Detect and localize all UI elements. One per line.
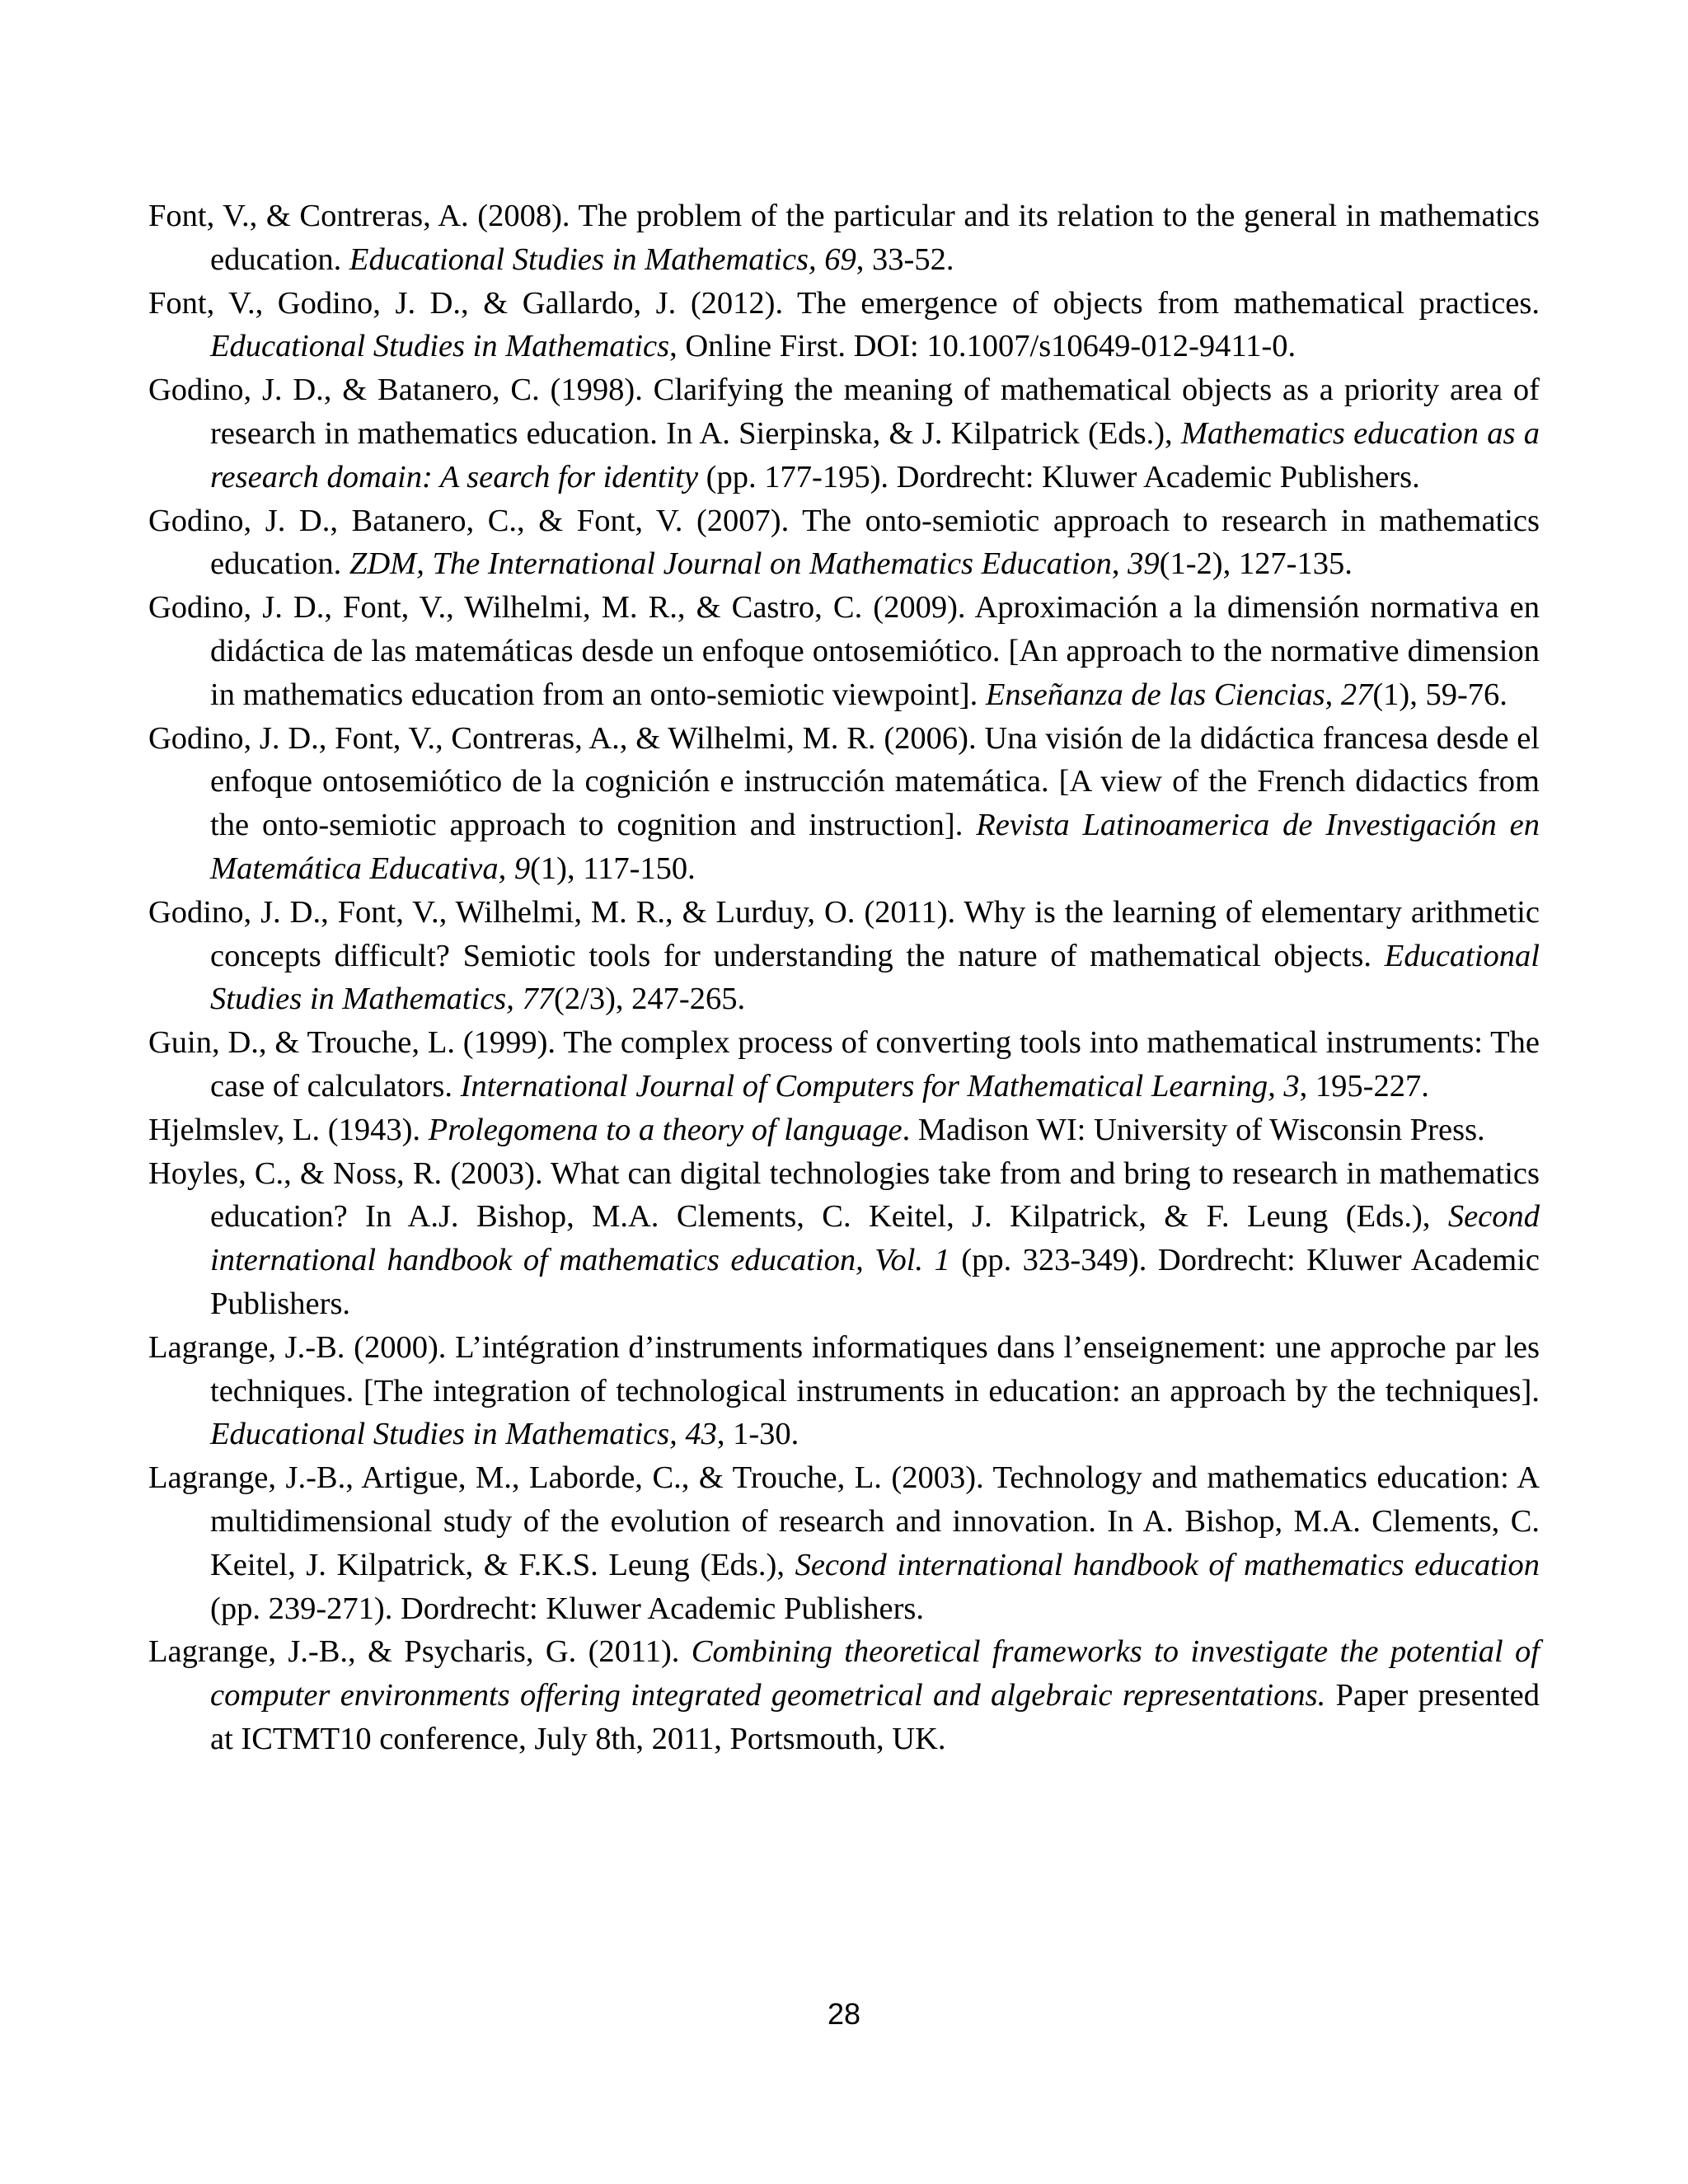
reference-text: (pp. 177-195). Dordrecht: Kluwer Academic Publishers. xyxy=(698,459,1420,494)
reference-entry xyxy=(148,194,1540,282)
reference-entry xyxy=(148,1021,1540,1108)
reference-text: Hjelmslev, L. (1943). xyxy=(148,1112,429,1147)
reference-italic-text: Educational Studies in Mathematics, 77 xyxy=(210,938,1540,1017)
reference-text: Godino, J. D., Font, V., Contreras, A., & Wilhelmi, M. R. (2006). Una visión de la didáctica francesa desde el enfoque ontosemiótico de la cognición e instrucción matemática. [A view of the French didactics from the onto-semiotic approach to cognition and instruction]. xyxy=(148,720,1540,843)
reference-text: (1), 59-76. xyxy=(1372,677,1507,712)
reference-italic-text: Second international handbook of mathematics education, Vol. 1 xyxy=(210,1199,1540,1278)
reference-text: , xyxy=(1111,546,1128,582)
reference-entry xyxy=(148,586,1540,716)
reference-italic-text: Educational Studies in Mathematics, 69 xyxy=(349,241,856,277)
reference-text: Lagrange, J.-B., Artigue, M., Laborde, C., & Trouche, L. (2003). Technology and mathematics education: A multidimensional study of the evolution of research and innovation. In A. Bishop, M.A. Clements, C. Keitel, J. Kilpatrick, & F.K.S. Leung (Eds.), xyxy=(148,1460,1540,1582)
reference-text: , 195-227. xyxy=(1299,1068,1429,1104)
reference-entry xyxy=(148,717,1540,891)
reference-text: Godino, J. D., & Batanero, C. (1998). Clarifying the meaning of mathematical objects as a priority area of research in mathematics education. In A. Sierpinska, & J. Kilpatrick (Eds.), xyxy=(148,373,1540,451)
reference-italic-text: Educational Studies in Mathematics xyxy=(210,329,670,364)
reference-entry xyxy=(148,1326,1540,1456)
reference-list xyxy=(148,194,1540,1761)
reference-text: Godino, J. D., Font, V., Wilhelmi, M. R., & Castro, C. (2009). Aproximación a la dimensión normativa en didáctica de las matemáticas desde un enfoque ontosemiótico. [An approach to the normative dimension in mathematics education from an onto-semiotic viewpoint]. xyxy=(148,590,1540,712)
reference-text: , 33-52. xyxy=(856,241,954,277)
reference-italic-text: Prolegomena to a theory of language xyxy=(428,1112,903,1147)
reference-text: Godino, J. D., Font, V., Wilhelmi, M. R., & Lurduy, O. (2011). Why is the learning of elementary arithmetic concepts difficult? Semiotic tools for understanding the nature of mathematical objects. xyxy=(148,894,1540,973)
reference-italic-text: International Journal of Computers for Mathematical Learning, 3 xyxy=(460,1068,1300,1104)
reference-italic-text: Mathematics education as a research domain: A search for identity xyxy=(210,415,1540,494)
reference-italic-text: Educational Studies in Mathematics, 43 xyxy=(210,1417,717,1452)
reference-entry xyxy=(148,1152,1540,1326)
reference-text: Hoyles, C., & Noss, R. (2003). What can digital technologies take from and bring to research in mathematics education? In A.J. Bishop, M.A. Clements, C. Keitel, J. Kilpatrick, & F. Leung (Eds.), xyxy=(148,1155,1540,1235)
reference-text: (1), 117-150. xyxy=(530,851,696,886)
reference-italic-text: 27 xyxy=(1340,677,1373,712)
reference-italic-text: Enseñanza de las Ciencias xyxy=(985,677,1325,712)
reference-entry xyxy=(148,891,1540,1021)
reference-text: Paper presented at ICTMT10 conference, July 8th, 2011, Portsmouth, UK. xyxy=(210,1678,1540,1756)
reference-italic-text: Revista Latinoamerica de Investigación en Matemática Educativa, 9 xyxy=(210,808,1540,886)
reference-entry xyxy=(148,1108,1540,1152)
reference-text: Font, V., & Contreras, A. (2008). The problem of the particular and its relation to the general in mathematics education. xyxy=(148,199,1540,277)
reference-italic-text: Combining theoretical frameworks to investigate the potential of computer environments offering integrated geometrical and algebraic representations. xyxy=(210,1634,1540,1713)
reference-entry xyxy=(148,368,1540,499)
reference-text: Lagrange, J.-B. (2000). L’intégration d’instruments informatiques dans l’enseignement: une approche par les techniques. [The integration of technological instruments in education: an approach by the techniques]. xyxy=(148,1329,1540,1408)
reference-text: Godino, J. D., Batanero, C., & Font, V. (2007). The onto-semiotic approach to research in mathematics education. xyxy=(148,503,1540,582)
reference-text: Lagrange, J.-B., & Psycharis, G. (2011). xyxy=(148,1634,692,1670)
reference-entry xyxy=(148,499,1540,587)
reference-text: (pp. 323-349). Dordrecht: Kluwer Academic Publishers. xyxy=(210,1243,1540,1321)
reference-italic-text: Second international handbook of mathematics education xyxy=(795,1547,1540,1582)
reference-text: Font, V., Godino, J. D., & Gallardo, J. (2012). The emergence of objects from mathematical practices. xyxy=(148,285,1540,321)
reference-text: (pp. 239-271). Dordrecht: Kluwer Academic Publishers. xyxy=(210,1591,925,1626)
reference-entry xyxy=(148,282,1540,369)
reference-entry xyxy=(148,1456,1540,1630)
reference-entry xyxy=(148,1630,1540,1760)
reference-text: (1-2), 127-135. xyxy=(1159,546,1353,582)
page-number: 28 xyxy=(827,1997,861,2031)
reference-italic-text: ZDM, The International Journal on Mathematics Education xyxy=(349,546,1112,582)
reference-text: . Madison WI: University of Wisconsin Press. xyxy=(902,1112,1485,1147)
reference-text: Guin, D., & Trouche, L. (1999). The complex process of converting tools into mathematical instruments: The case of calculators. xyxy=(148,1025,1540,1104)
reference-text: , Online First. DOI: 10.1007/s10649-012-9411-0. xyxy=(669,329,1296,364)
reference-text: , 1-30. xyxy=(716,1417,799,1452)
reference-text: , xyxy=(1325,677,1341,712)
reference-italic-text: 39 xyxy=(1128,546,1160,582)
reference-text: (2/3), 247-265. xyxy=(554,982,746,1017)
